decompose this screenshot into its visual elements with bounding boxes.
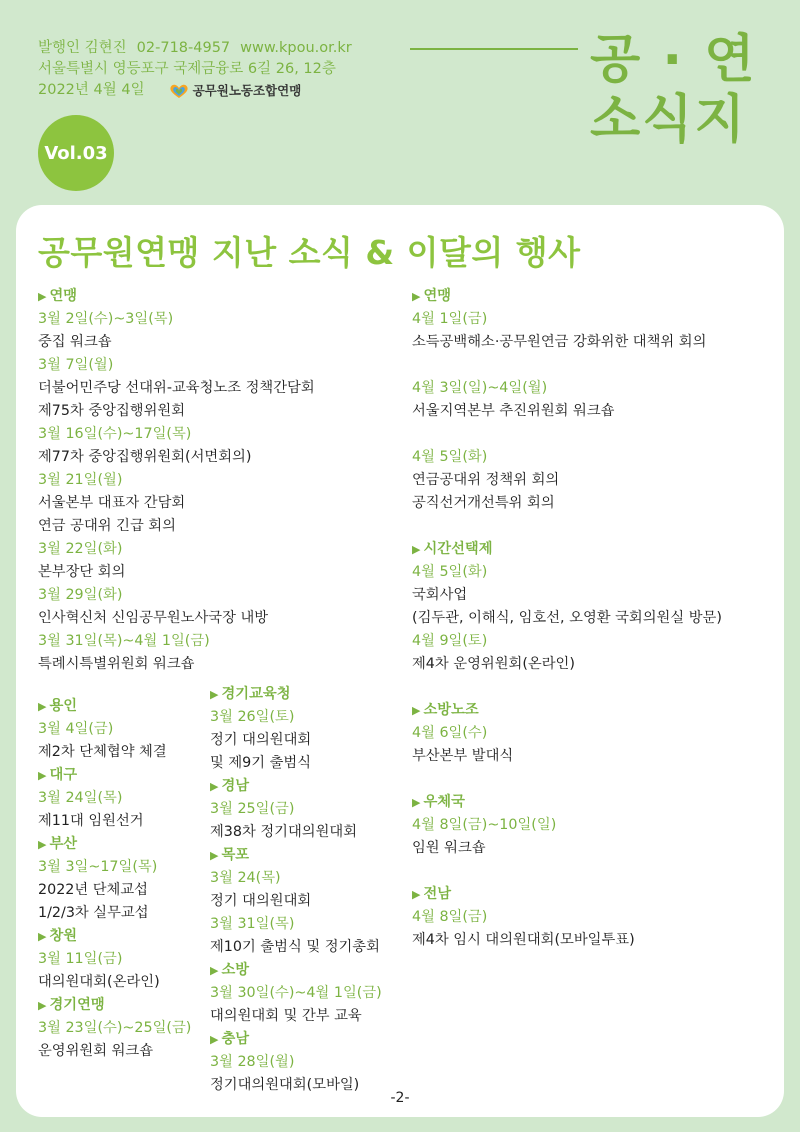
event-title: 제11대 임원선거 [38,813,144,829]
event-date: 4월 6일(수) [412,725,488,741]
event-title: 정기 대의원대회 [210,893,312,909]
section-heading-label: 용인 [49,698,78,714]
section-heading [38,925,191,948]
play-arrow-icon: ▶ [38,769,47,782]
play-arrow-icon: ▶ [38,930,47,943]
section-heading-label: 부산 [49,836,78,852]
masthead-info [38,38,352,101]
section-heading [210,959,382,982]
event-date: 3월 31일(목)~4월 1일(금) [38,633,210,649]
event-date: 3월 2일(수)~3일(목) [38,311,174,327]
event-title: 대의원대회(온라인) [38,974,160,990]
page-number: -2- [390,1090,410,1106]
event-title: (김두관, 이해식, 임호선, 오영환 국회의원실 방문) [412,610,722,626]
event-title: 정기대의원대회(모바일) [210,1077,360,1093]
section-heading-label: 소방노조 [423,702,479,718]
union-name: 공무원노동조합연맹 [192,83,302,98]
section-heading [412,538,722,561]
newsletter-title-line1: 공 · 연 [590,30,757,90]
spacer [412,860,722,883]
event-title: 특례시특별위원회 워크숍 [38,656,195,672]
play-arrow-icon: ▶ [38,838,47,851]
event-date: 3월 3일~17일(목) [38,859,158,875]
event-title: 중집 워크숍 [38,334,112,350]
event-date: 3월 31일(목) [210,916,295,932]
event-date: 4월 8일(금)~10일(일) [412,817,557,833]
masthead-row-3 [38,80,352,101]
event-title: 제4차 운영위원회(온라인) [412,656,575,672]
spacer [412,768,722,791]
column-federation-march [38,285,315,676]
section-heading [412,699,722,722]
event-title: 부산본부 발대식 [412,748,514,764]
event-date: 3월 24(목) [210,870,281,886]
event-title: 인사혁신처 신임공무원노사국장 내방 [38,610,269,626]
section-heading [38,695,191,718]
event-title: 제77차 중앙집행위원회(서면회의) [38,449,252,465]
phone: 02-718-4957 [136,40,231,56]
play-arrow-icon: ▶ [210,688,219,701]
section-heading-label: 충남 [221,1031,250,1047]
event-title: 및 제9기 출범식 [210,755,312,771]
play-arrow-icon: ▶ [38,999,47,1012]
address: 서울특별시 영등포구 국제금융로 6길 26, 12층 [38,61,336,77]
section-heading-label: 소방 [221,962,250,978]
column-april-events [412,285,722,952]
event-title: 국회사업 [412,587,468,603]
issue-date: 2022년 4월 4일 [38,82,145,98]
event-title: 제38차 정기대의원대회 [210,824,358,840]
section-heading [38,764,191,787]
spacer [412,354,722,377]
event-title: 제2차 단체협약 체결 [38,744,167,760]
section-heading-label: 연맹 [423,288,452,304]
event-date: 3월 4일(금) [38,721,114,737]
spacer [412,423,722,446]
section-heading [412,883,722,906]
event-title: 제75차 중앙집행위원회 [38,403,186,419]
play-arrow-icon: ▶ [210,849,219,862]
column-regional-left [38,695,191,1063]
section-heading [38,833,191,856]
event-date: 3월 26일(토) [210,709,295,725]
publisher: 발행인 김현진 [38,40,127,56]
event-date: 4월 1일(금) [412,311,488,327]
event-title: 2022년 단체교섭 [38,882,148,898]
page-title: 공무원연맹 지난 소식 & 이달의 행사 [38,233,581,272]
event-date: 4월 3일(일)~4일(월) [412,380,548,396]
section-heading [38,994,191,1017]
newsletter-title-line2: 소식지 [590,90,747,150]
play-arrow-icon: ▶ [412,888,421,901]
section-heading-label: 목포 [221,847,250,863]
content-card [16,205,784,1117]
section-heading-label: 창원 [49,928,78,944]
event-date: 3월 7일(월) [38,357,114,373]
section-heading-label: 경기연맹 [49,997,105,1013]
event-title: 서울본부 대표자 간담회 [38,495,186,511]
event-date: 3월 25일(금) [210,801,295,817]
play-arrow-icon: ▶ [412,704,421,717]
event-title: 정기 대의원대회 [210,732,312,748]
event-date: 3월 21일(월) [38,472,123,488]
event-date: 3월 30일(수)~4월 1일(금) [210,985,382,1001]
event-title: 대의원대회 및 간부 교육 [210,1008,362,1024]
event-title: 제10기 출범식 및 정기총회 [210,939,380,955]
volume-badge: Vol.03 [38,115,114,191]
event-title: 서울지역본부 추진위원회 워크숍 [412,403,615,419]
event-title: 운영위원회 워크숍 [38,1043,154,1059]
event-title: 임원 워크숍 [412,840,486,856]
event-date: 3월 16일(수)~17일(목) [38,426,192,442]
event-date: 4월 5일(화) [412,564,488,580]
play-arrow-icon: ▶ [210,1033,219,1046]
union-heart-icon [169,83,189,99]
event-title: 1/2/3차 실무교섭 [38,905,149,921]
play-arrow-icon: ▶ [38,700,47,713]
newsletter-title [590,30,780,150]
column-regional-middle [210,683,382,1097]
event-date: 3월 24일(목) [38,790,123,806]
play-arrow-icon: ▶ [38,290,47,303]
event-date: 3월 28일(월) [210,1054,295,1070]
play-arrow-icon: ▶ [412,543,421,556]
masthead-divider [410,48,578,50]
section-heading [412,285,722,308]
event-date: 3월 23일(수)~25일(금) [38,1020,192,1036]
event-date: 4월 9일(토) [412,633,488,649]
event-title: 소득공백해소·공무원연금 강화위한 대책위 회의 [412,334,707,350]
play-arrow-icon: ▶ [412,290,421,303]
event-date: 3월 22일(화) [38,541,123,557]
website-link[interactable]: www.kpou.or.kr [240,40,352,56]
section-heading-label: 경남 [221,778,250,794]
event-title: 공직선거개선특위 회의 [412,495,555,511]
event-title: 연금공대위 정책위 회의 [412,472,560,488]
masthead-row-2 [38,59,352,80]
section-heading [38,285,315,308]
section-heading-label: 시간선택제 [423,541,493,557]
event-title: 제4차 임시 대의원대회(모바일투표) [412,932,635,948]
section-heading [210,1028,382,1051]
union-logo [169,80,302,101]
event-title: 본부장단 회의 [38,564,126,580]
spacer [412,676,722,699]
event-title: 더불어민주당 선대위-교육청노조 정책간담회 [38,380,315,396]
event-title: 연금 공대위 긴급 회의 [38,518,176,534]
spacer [412,515,722,538]
section-heading-label: 경기교육청 [221,686,291,702]
play-arrow-icon: ▶ [412,796,421,809]
play-arrow-icon: ▶ [210,964,219,977]
event-date: 4월 5일(화) [412,449,488,465]
section-heading-label: 전남 [423,886,452,902]
event-date: 4월 8일(금) [412,909,488,925]
section-heading [210,844,382,867]
event-date: 3월 29일(화) [38,587,123,603]
section-heading [210,683,382,706]
section-heading [210,775,382,798]
section-heading [412,791,722,814]
section-heading-label: 대구 [49,767,78,783]
play-arrow-icon: ▶ [210,780,219,793]
section-heading-label: 우체국 [423,794,465,810]
event-date: 3월 11일(금) [38,951,123,967]
masthead-row-1 [38,38,352,59]
section-heading-label: 연맹 [49,288,78,304]
